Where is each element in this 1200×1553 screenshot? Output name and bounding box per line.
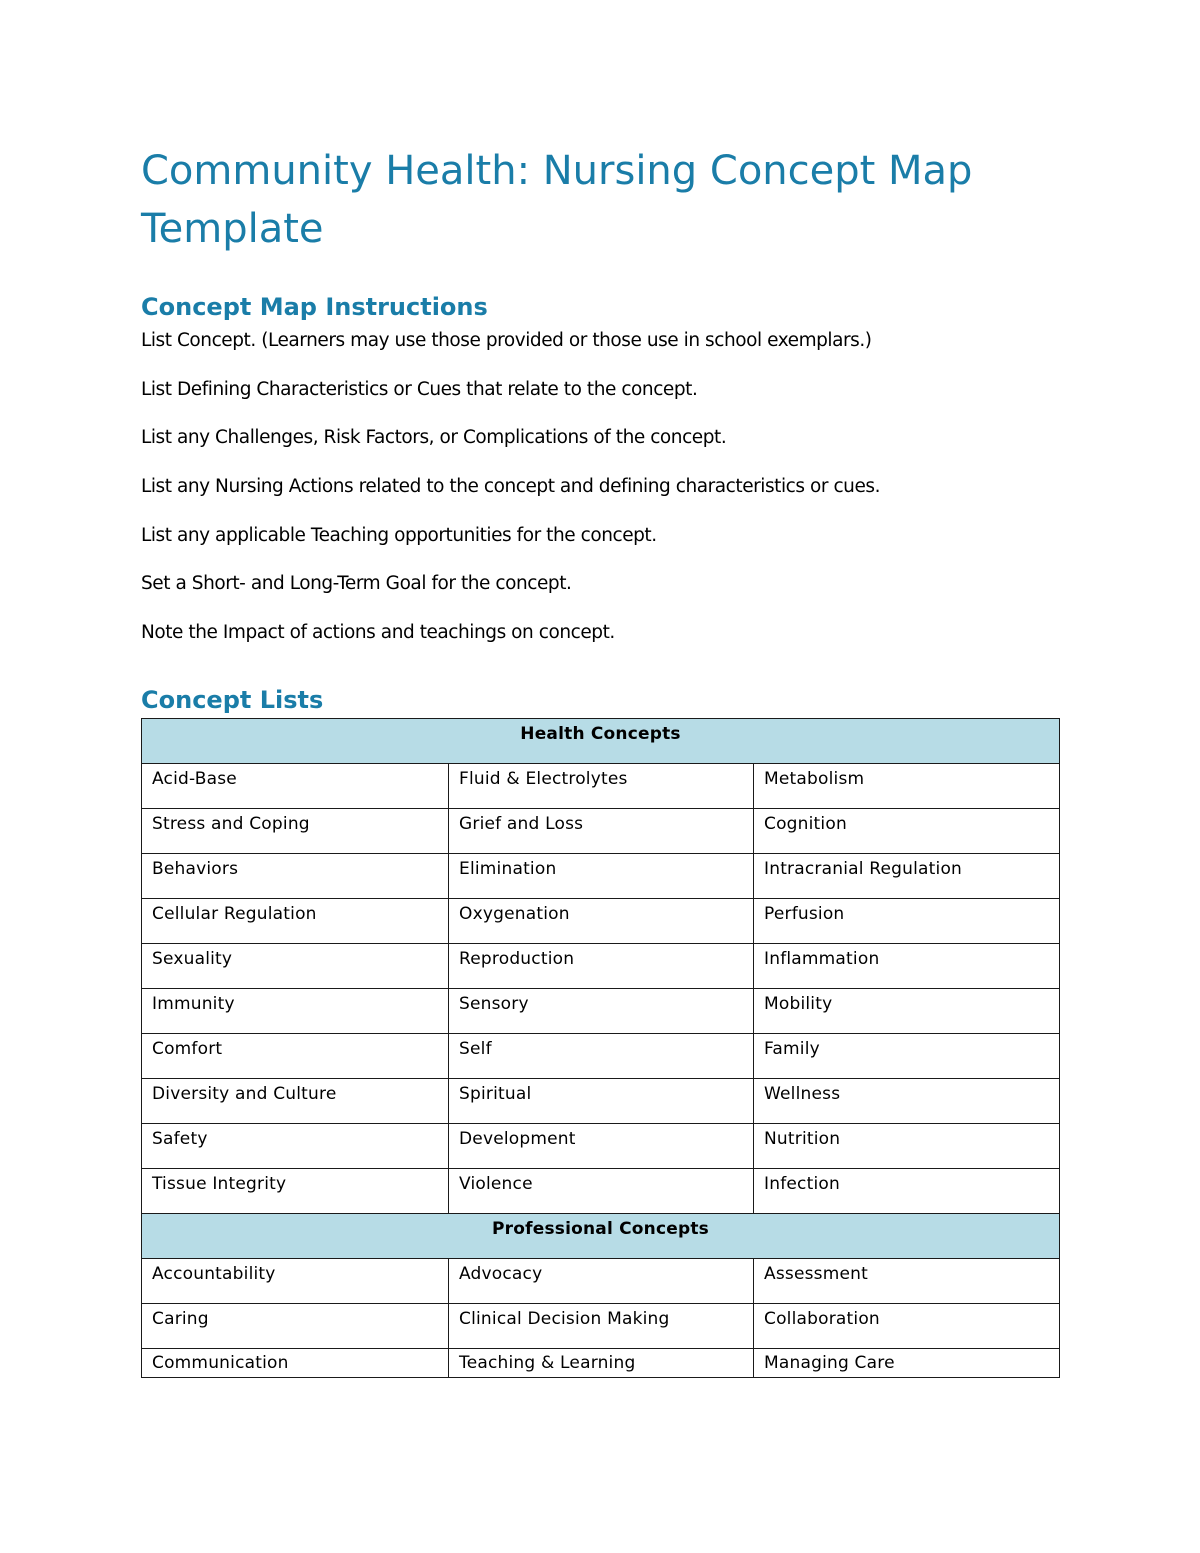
table-cell: Cellular Regulation: [142, 899, 449, 944]
table-cell: Advocacy: [449, 1259, 754, 1304]
instruction-item: Set a Short- and Long-Term Goal for the concept.: [141, 573, 572, 595]
instructions-list: [141, 326, 880, 667]
table-row: [142, 1034, 1060, 1079]
health-concepts-header: Health Concepts: [142, 719, 1060, 764]
table-cell: Nutrition: [754, 1124, 1060, 1169]
table-cell: Fluid & Electrolytes: [449, 764, 754, 809]
table-cell: Tissue Integrity: [142, 1169, 449, 1214]
table-row: [142, 1124, 1060, 1169]
table-row: [142, 899, 1060, 944]
table-cell: Self: [449, 1034, 754, 1079]
table-row: [142, 1349, 1060, 1378]
table-cell: Wellness: [754, 1079, 1060, 1124]
table-row: [142, 854, 1060, 899]
table-cell: Managing Care: [754, 1349, 1060, 1378]
table-cell: Intracranial Regulation: [754, 854, 1060, 899]
table-cell: Sexuality: [142, 944, 449, 989]
table-cell: Infection: [754, 1169, 1060, 1214]
table-cell: Metabolism: [754, 764, 1060, 809]
table-cell: Inflammation: [754, 944, 1060, 989]
professional-concepts-header-row: [142, 1214, 1060, 1259]
table-cell: Development: [449, 1124, 754, 1169]
table-cell: Diversity and Culture: [142, 1079, 449, 1124]
table-row: [142, 989, 1060, 1034]
table-cell: Sensory: [449, 989, 754, 1034]
instructions-heading: Concept Map Instructions: [141, 293, 488, 321]
professional-concepts-header: Professional Concepts: [142, 1214, 1060, 1259]
table-cell: Collaboration: [754, 1304, 1060, 1349]
health-concepts-header-row: [142, 719, 1060, 764]
table-cell: Clinical Decision Making: [449, 1304, 754, 1349]
table-cell: Family: [754, 1034, 1060, 1079]
table-cell: Perfusion: [754, 899, 1060, 944]
table-cell: Mobility: [754, 989, 1060, 1034]
instruction-item: Note the Impact of actions and teachings on concept.: [141, 622, 615, 644]
table-cell: Assessment: [754, 1259, 1060, 1304]
table-cell: Behaviors: [142, 854, 449, 899]
table-row: [142, 764, 1060, 809]
table-row: [142, 1079, 1060, 1124]
concept-table: [141, 718, 1060, 1378]
table-row: [142, 809, 1060, 854]
table-cell: Caring: [142, 1304, 449, 1349]
table-row: [142, 1304, 1060, 1349]
table-cell: Comfort: [142, 1034, 449, 1079]
concept-lists-heading: Concept Lists: [141, 686, 324, 714]
table-cell: Immunity: [142, 989, 449, 1034]
table-cell: Oxygenation: [449, 899, 754, 944]
instruction-item: List any Nursing Actions related to the concept and defining characteristics or cues.: [141, 476, 881, 498]
table-cell: Cognition: [754, 809, 1060, 854]
instruction-item: List Defining Characteristics or Cues that relate to the concept.: [141, 378, 698, 400]
table-cell: Teaching & Learning: [449, 1349, 754, 1378]
instruction-item: List any applicable Teaching opportunities for the concept.: [141, 524, 657, 546]
table-row: [142, 1169, 1060, 1214]
table-row: [142, 1259, 1060, 1304]
document-title: Community Health: Nursing Concept Map Template: [141, 148, 973, 252]
instruction-item: List any Challenges, Risk Factors, or Complications of the concept.: [141, 427, 727, 449]
table-cell: Grief and Loss: [449, 809, 754, 854]
table-cell: Safety: [142, 1124, 449, 1169]
table-cell: Acid-Base: [142, 764, 449, 809]
table-cell: Reproduction: [449, 944, 754, 989]
table-cell: Accountability: [142, 1259, 449, 1304]
table-cell: Violence: [449, 1169, 754, 1214]
table-cell: Communication: [142, 1349, 449, 1378]
table-cell: Stress and Coping: [142, 809, 449, 854]
table-cell: Elimination: [449, 854, 754, 899]
table-cell: Spiritual: [449, 1079, 754, 1124]
table-row: [142, 944, 1060, 989]
instruction-item: List Concept. (Learners may use those provided or those use in school exemplars.): [141, 330, 872, 351]
